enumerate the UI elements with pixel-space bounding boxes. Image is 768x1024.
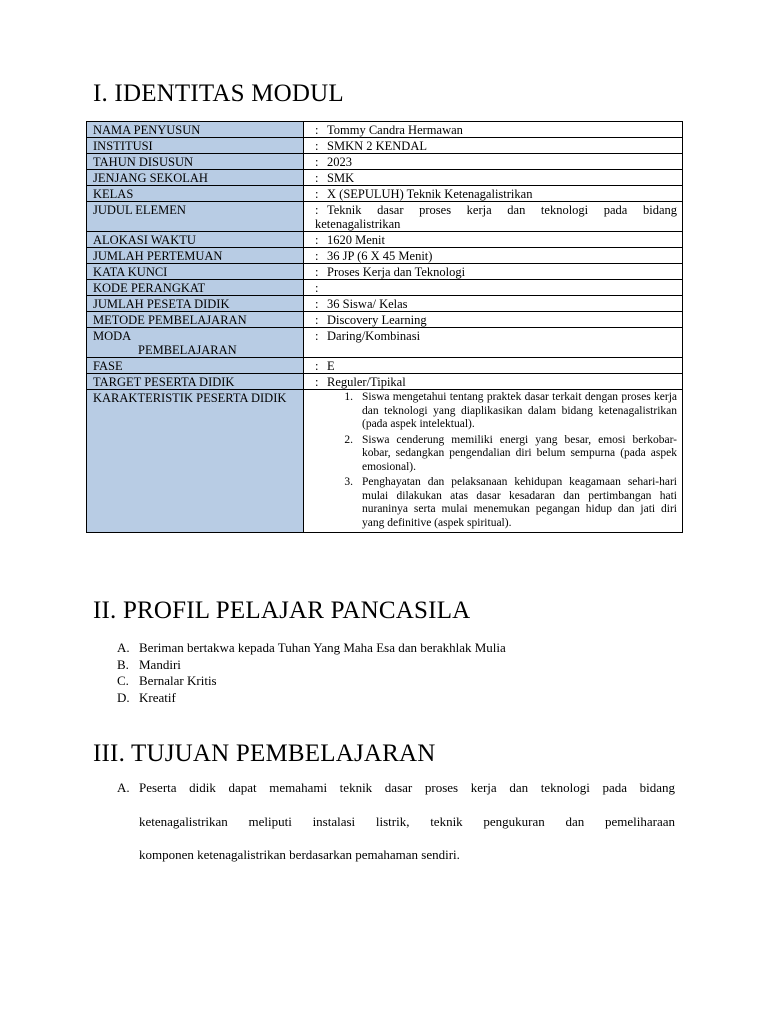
row-value-text: Teknik dasar proses kerja dan teknologi pada bidang ketenagalistrikan: [315, 203, 677, 231]
row-value: [304, 328, 683, 358]
colon: :: [315, 297, 319, 311]
table-row: [87, 264, 683, 280]
colon: :: [315, 281, 319, 295]
row-label-text: NAMA PENYUSUN: [93, 123, 201, 137]
list-item: [310, 391, 677, 432]
row-label: [87, 296, 304, 312]
row-value-text: X (SEPULUH) Teknik Ketenagalistrikan: [327, 187, 533, 201]
row-value-text: 1620 Menit: [327, 233, 385, 247]
list-text: Siswa mengetahui tentang praktek dasar terkait dengan proses kerja dan teknologi yang diaplikasikan dalam bidang ketenagalistrikan (pada aspek intelektual).: [362, 391, 677, 430]
section-title-identitas: I. IDENTITAS MODUL: [93, 80, 344, 107]
row-label-text: PEMBELAJARAN: [138, 343, 237, 357]
list-item: [117, 640, 506, 657]
colon: :: [315, 249, 319, 263]
row-value: [304, 374, 683, 390]
row-value: [304, 296, 683, 312]
list-number: 1.: [344, 391, 353, 403]
row-value: [304, 170, 683, 186]
table-row: [87, 170, 683, 186]
colon: :: [315, 265, 319, 279]
colon: :: [315, 359, 319, 373]
profil-list: [117, 640, 506, 707]
row-value: [304, 154, 683, 170]
table-row: [87, 374, 683, 390]
row-value-text: Proses Kerja dan Teknologi: [327, 265, 466, 279]
table-row: [87, 202, 683, 232]
colon: :: [315, 329, 319, 343]
row-label: [87, 186, 304, 202]
table-row: [87, 312, 683, 328]
row-value: [304, 264, 683, 280]
row-label: [87, 280, 304, 296]
row-value: [304, 280, 683, 296]
section-title-tujuan: III. TUJUAN PEMBELAJARAN: [93, 740, 436, 767]
row-label: [87, 202, 304, 232]
row-label-text: JUMLAH PESETA DIDIK: [93, 297, 230, 311]
row-label: [87, 374, 304, 390]
table-row: [87, 122, 683, 138]
row-label-text: FASE: [93, 359, 123, 373]
row-value: [304, 122, 683, 138]
colon: :: [315, 187, 319, 201]
list-number: 2.: [344, 433, 353, 446]
row-label: [87, 122, 304, 138]
row-value-text: 36 JP (6 X 45 Menit): [327, 249, 433, 263]
row-label-text: JENJANG SEKOLAH: [93, 171, 208, 185]
row-value: [304, 202, 683, 232]
list-text: Bernalar Kritis: [139, 673, 217, 689]
row-value-text: SMK: [327, 171, 355, 185]
colon: :: [315, 233, 319, 247]
row-label: [87, 248, 304, 264]
row-value-text: E: [327, 359, 335, 373]
identitas-table: [86, 121, 683, 533]
list-marker: A.: [117, 780, 130, 795]
tujuan-line: komponen ketenagalistrikan berdasarkan pemahaman sendiri.: [139, 847, 460, 862]
colon: :: [315, 171, 319, 185]
row-label-text: ALOKASI WAKTU: [93, 233, 196, 247]
row-label-text: KODE PERANGKAT: [93, 281, 206, 295]
row-value: [304, 186, 683, 202]
table-row: [87, 232, 683, 248]
list-item: [117, 673, 506, 690]
list-text: Mandiri: [139, 656, 181, 672]
row-value: [304, 138, 683, 154]
colon: :: [315, 139, 319, 153]
list-marker: D.: [117, 690, 130, 706]
row-label-text: KATA KUNCI: [93, 265, 168, 279]
row-label: [87, 232, 304, 248]
karakteristik-list: [310, 391, 677, 530]
row-value: [304, 312, 683, 328]
list-text: Beriman bertakwa kepada Tuhan Yang Maha Esa dan berakhlak Mulia: [139, 640, 506, 655]
list-item: [117, 690, 506, 707]
row-label-text: METODE PEMBELAJARAN: [93, 313, 247, 327]
table-row: [87, 248, 683, 264]
list-number: 3.: [344, 476, 353, 488]
table-row: [87, 390, 683, 533]
row-label-text: JUMLAH PERTEMUAN: [93, 249, 223, 263]
row-value: [304, 390, 683, 533]
list-item: [117, 657, 506, 674]
list-item: [310, 476, 677, 530]
row-label-text: TAHUN DISUSUN: [93, 155, 194, 169]
row-value-text: Reguler/Tipikal: [327, 375, 406, 389]
colon: :: [315, 375, 319, 389]
list-text: Kreatif: [139, 690, 176, 706]
row-value-text: Discovery Learning: [327, 313, 427, 327]
row-label: [87, 328, 304, 358]
row-value: [304, 358, 683, 374]
row-label-text: JUDUL ELEMEN: [93, 203, 186, 217]
list-marker: A.: [117, 640, 130, 655]
tujuan-line: Peserta didik dapat memahami teknik dasar proses kerja dan teknologi pada bidang: [139, 780, 675, 795]
row-label-text: KELAS: [93, 187, 134, 201]
colon: :: [315, 313, 319, 327]
row-label-text: TARGET PESERTA DIDIK: [93, 375, 235, 389]
row-value-text: Tommy Candra Hermawan: [327, 123, 463, 137]
row-value-text: Daring/Kombinasi: [327, 329, 421, 343]
colon: :: [315, 123, 319, 137]
list-text: Siswa cenderung memiliki energi yang besar, emosi berkobar-kobar, sedangkan pengendalian diri belum sempurna (pada aspek emosional).: [362, 433, 677, 473]
colon: :: [315, 155, 319, 169]
table-row: [87, 280, 683, 296]
row-label-text: INSTITUSI: [93, 139, 153, 153]
table-row: [87, 154, 683, 170]
colon: :: [315, 203, 319, 217]
list-text: Penghayatan dan pelaksanaan kehidupan keagamaan sehari-hari mulai dilakukan atas dasar kesadaran dan pertimbangan hati nuraninya serta mulai menemukan pegangan hidup dan jati diri yang definitive (aspek spiritual).: [362, 476, 677, 529]
table-row: [87, 358, 683, 374]
row-label-text: MODA: [93, 329, 132, 343]
row-label: [87, 312, 304, 328]
row-label: KARAKTERISTIK PESERTA DIDIK: [87, 390, 304, 533]
list-marker: C.: [117, 673, 129, 689]
row-value-text: 2023: [327, 155, 352, 169]
section-title-profil: II. PROFIL PELAJAR PANCASILA: [93, 597, 471, 624]
row-label: [87, 358, 304, 374]
row-value-text: SMKN 2 KENDAL: [327, 139, 427, 153]
row-label: [87, 264, 304, 280]
row-value-text: 36 Siswa/ Kelas: [327, 297, 408, 311]
row-value: [304, 232, 683, 248]
row-label: [87, 138, 304, 154]
tujuan-line: ketenagalistrikan meliputi instalasi listrik, teknik pengukuran dan pemeliharaan: [139, 814, 675, 829]
list-marker: B.: [117, 656, 129, 672]
table-row: [87, 186, 683, 202]
row-label: [87, 154, 304, 170]
table-row: [87, 296, 683, 312]
table-row: [87, 138, 683, 154]
row-value: [304, 248, 683, 264]
table-row: [87, 328, 683, 358]
list-item: [310, 434, 677, 475]
row-label: [87, 170, 304, 186]
